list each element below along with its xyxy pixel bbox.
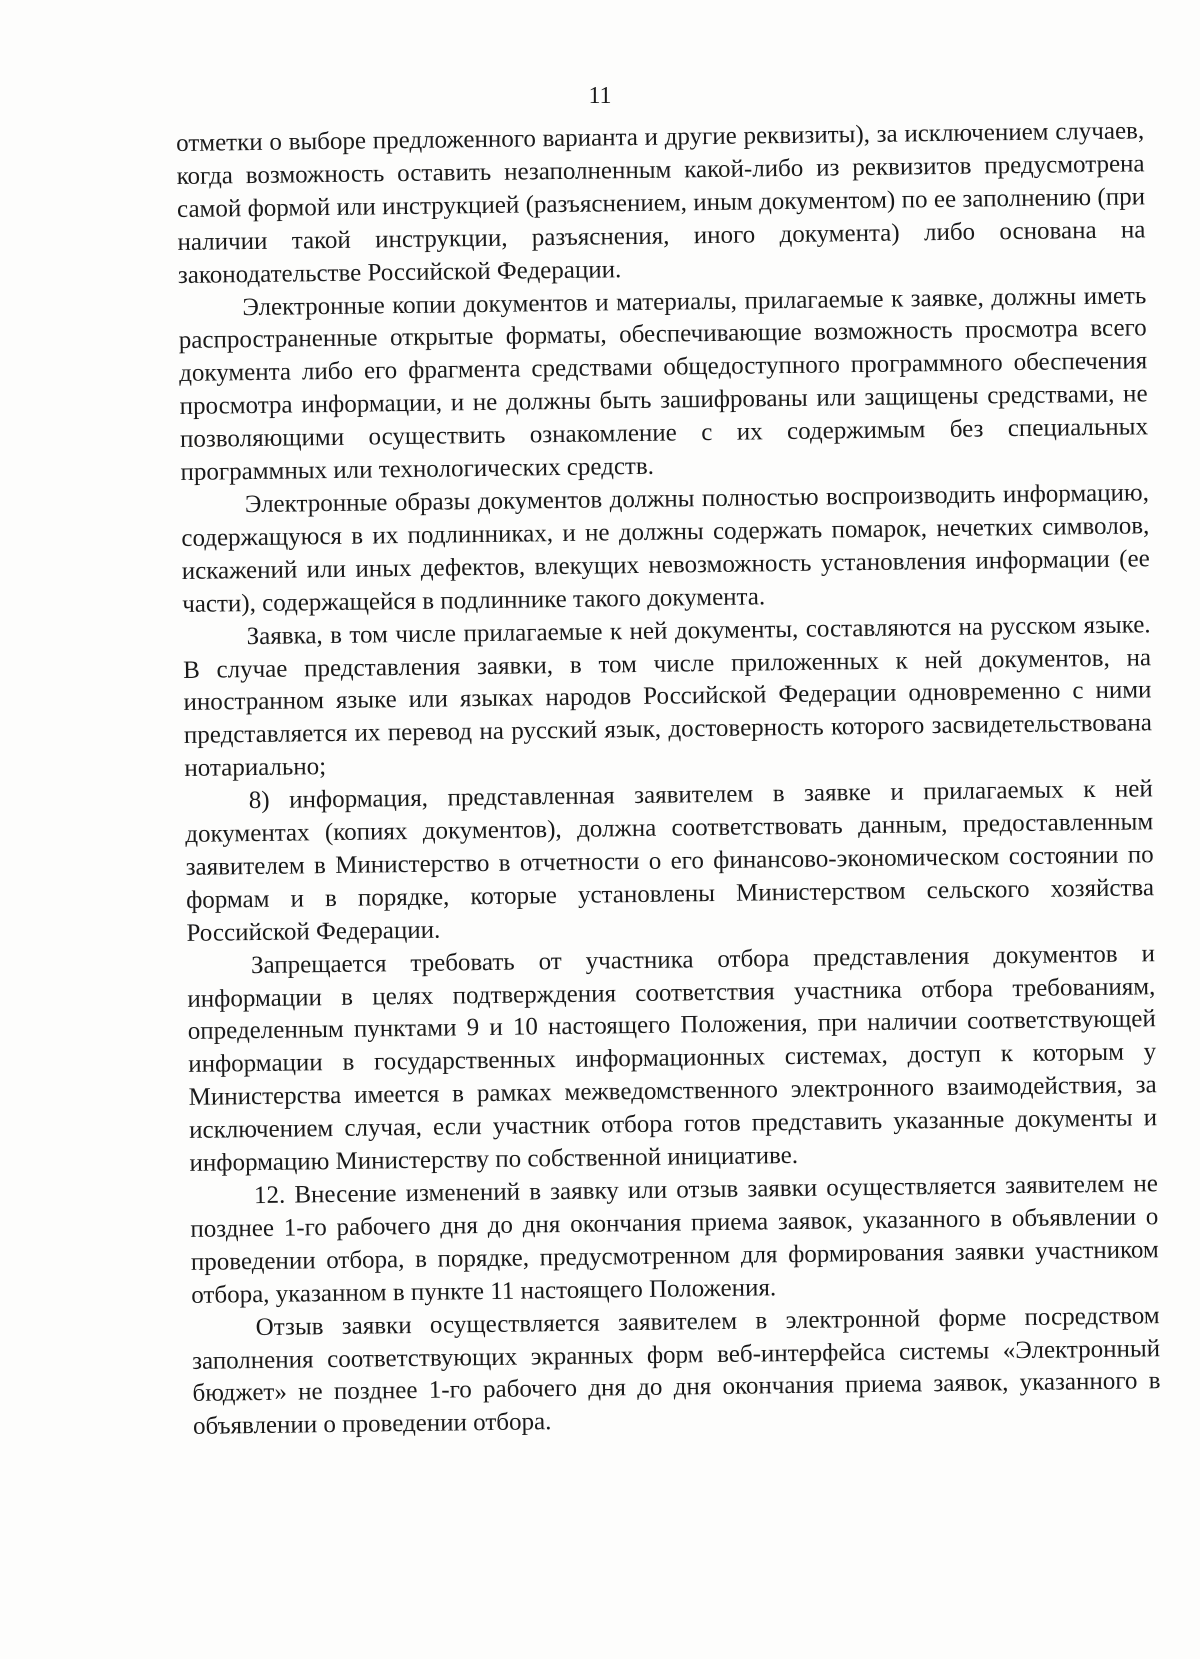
paragraph-item-12: 12. Внесение изменений в заявку или отзыв заявки осуществляется заявителем не позднее 1-го рабочего дня до дня окончания приема заявок, указанного в объявлении о проведении отбора, в порядке, предусмотренном для формирования заявки участником отбора, указанном в пункте 11 настоящего Положения.: [190, 1170, 1159, 1309]
paragraph-electronic-images: Электронные образы документов должны полностью воспроизводить информацию, содержащуюся в их подлинниках, и не должны содержать помарок, нечетких символов, искажений или иных дефектов, влекущих невозможность установления информации (ее части), содержащейся в подлиннике такого документа.: [181, 479, 1150, 618]
page-number: 11: [588, 83, 612, 109]
paragraph-item-8: 8) информация, представленная заявителем в заявке и прилагаемых к ней документах (копиях документов), должна соответствовать данным, предоставленным заявителем в Министерство в отчетности о его финансово-экономическом состоянии по формам и в порядке, которые установлены Министерством сельского хозяйства Российской Федерации.: [185, 775, 1155, 947]
paragraph-russian-language: Заявка, в том числе прилагаемые к ней документы, составляются на русском языке. В случае представления заявки, в том числе приложенных к ней документов, на иностранном языке или языках народов Российской Федерации одновременно с ними представляется их перевод на русский язык, достоверность которого засвидетельствована нотариально;: [182, 610, 1153, 783]
paragraph-continuation: отметки о выборе предложенного варианта и другие реквизиты), за исключением случаев, когда возможность оставить незаполненным какой-либо из реквизитов предусмотрена самой формой или инструкцией (разъяснением, иным документом) по ее заполнению (при наличии такой инструкции, разъяснения, иного документа) либо основана на законодательстве Российской Федерации.: [176, 117, 1146, 289]
paragraph-prohibition: Запрещается требовать от участника отбора представления документов и информации в целях подтверждения соответствия участника отбора требованиям, определенным пунктами 9 и 10 настоящего Положения, при наличии соответствующей информации в государственных информационных системах, доступ к которым у Министерства имеется в рамках межведомственного электронного взаимодействия, за исключением случая, если участник отбора готов представить указанные документы и информацию Министерству по собственной инициативе.: [187, 939, 1158, 1178]
paragraph-withdrawal: Отзыв заявки осуществляется заявителем в электронной форме посредством заполнения соответствующих экранных форм веб-интерфейса системы «Электронный бюджет» не позднее 1-го рабочего дня до дня окончания приема заявок, указанного в объявлении о проведении отбора.: [191, 1301, 1161, 1441]
document-body: [176, 115, 1161, 1444]
paragraph-electronic-copies: Электронные копии документов и материалы, прилагаемые к заявке, должны иметь распространенные открытые форматы, обеспечивающие возможность просмотра всего документа либо его фрагмента средствами общедоступного программного обеспечения просмотра информации, и не должны быть зашифрованы или защищены средствами, не позволяющими осуществить ознакомление с их содержимым без специальных программных или технологических средств.: [178, 281, 1149, 487]
